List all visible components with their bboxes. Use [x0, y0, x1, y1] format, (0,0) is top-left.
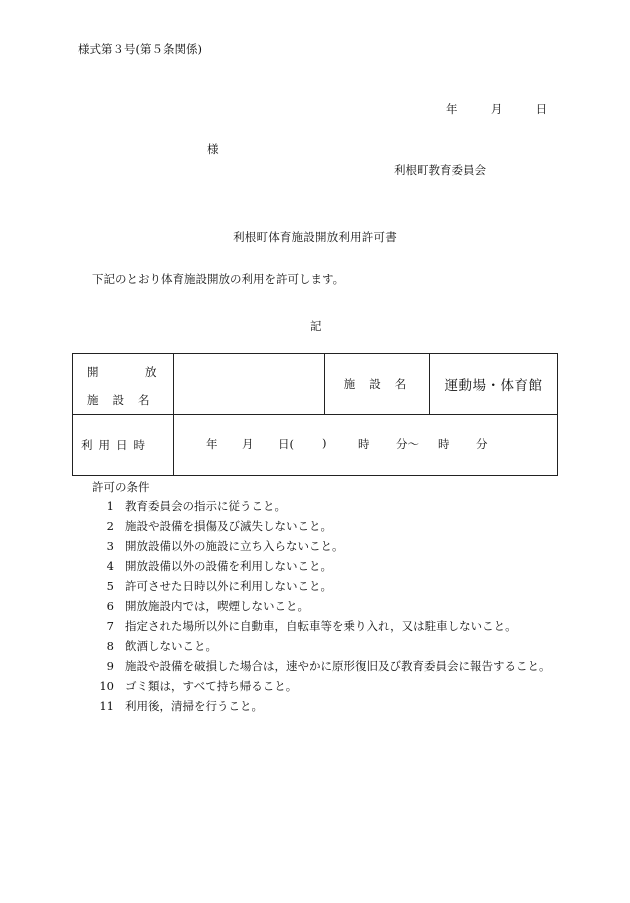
condition-number: 5 — [106, 579, 114, 593]
use-time-start-min: 分〜 — [396, 437, 419, 451]
use-time-start-hour: 時 — [358, 437, 370, 451]
use-date-year: 年 — [206, 437, 218, 451]
facility-label-part1: 開 — [87, 365, 99, 379]
use-date-day: 日( — [278, 437, 294, 451]
condition-number: 1 — [106, 499, 114, 513]
facility-row — [73, 354, 558, 415]
condition-number: 6 — [106, 599, 114, 613]
date-label-cell: 利用日時 — [73, 415, 174, 476]
issue-date — [446, 101, 547, 117]
use-date-month: 月 — [242, 437, 254, 451]
facility-value-cell[interactable] — [174, 354, 325, 415]
condition-text: 開放設備以外の施設に立ち入らないこと。 — [125, 539, 344, 553]
use-time-end-hour: 時 — [438, 437, 450, 451]
condition-number: 3 — [106, 539, 114, 553]
date-row — [73, 415, 558, 476]
condition-number: 9 — [106, 659, 114, 673]
facility-label-line2: 施設名 — [87, 393, 164, 407]
date-day: 日 — [535, 102, 548, 116]
intro-text: 下記のとおり体育施設開放の利用を許可します。 — [92, 272, 345, 286]
condition-text: 施設や設備を破損した場合は，速やかに原形復旧及び教育委員会に報告すること。 — [125, 659, 551, 673]
condition-text: ゴミ類は，すべて持ち帰ること。 — [125, 679, 298, 693]
condition-number: 2 — [106, 519, 114, 533]
condition-text: 施設や設備を損傷及び滅失しないこと。 — [125, 519, 332, 533]
use-time-end-min: 分 — [476, 437, 488, 451]
facility-label-part2: 放 — [145, 365, 157, 379]
condition-text: 教育委員会の指示に従うこと。 — [125, 499, 286, 513]
condition-number: 7 — [106, 619, 114, 633]
form-number: 様式第３号(第５条関係) — [78, 42, 202, 56]
date-value-cell[interactable] — [174, 415, 558, 476]
ki-marker: 記 — [310, 319, 322, 333]
condition-text: 許可させた日時以外に利用しないこと。 — [125, 579, 332, 593]
condition-number: 4 — [106, 559, 114, 573]
date-year: 年 — [446, 102, 458, 116]
conditions-title: 許可の条件 — [92, 480, 150, 494]
condition-text: 飲酒しないこと。 — [125, 639, 217, 653]
condition-text: 開放設備以外の設備を利用しないこと。 — [125, 559, 332, 573]
condition-number: 11 — [99, 699, 114, 713]
issuer-name: 利根町教育委員会 — [394, 163, 486, 177]
condition-text: 開放施設内では，喫煙しないこと。 — [125, 599, 309, 613]
document-title: 利根町体育施設開放利用許可書 — [233, 230, 397, 244]
addressee-suffix: 様 — [207, 142, 219, 156]
permit-table — [72, 353, 558, 476]
condition-number: 8 — [106, 639, 114, 653]
condition-text: 指定された場所以外に自動車，自転車等を乗り入れ，又は駐車しないこと。 — [125, 619, 517, 633]
use-date-weekday-close: ) — [322, 436, 327, 450]
facility-name-value-cell: 運動場・体育館 — [430, 354, 558, 415]
facility-label-cell — [73, 354, 174, 415]
condition-text: 利用後，清掃を行うこと。 — [125, 699, 263, 713]
condition-number: 10 — [99, 679, 114, 693]
facility-name-label-cell: 施設名 — [325, 354, 430, 415]
date-month: 月 — [490, 102, 503, 116]
